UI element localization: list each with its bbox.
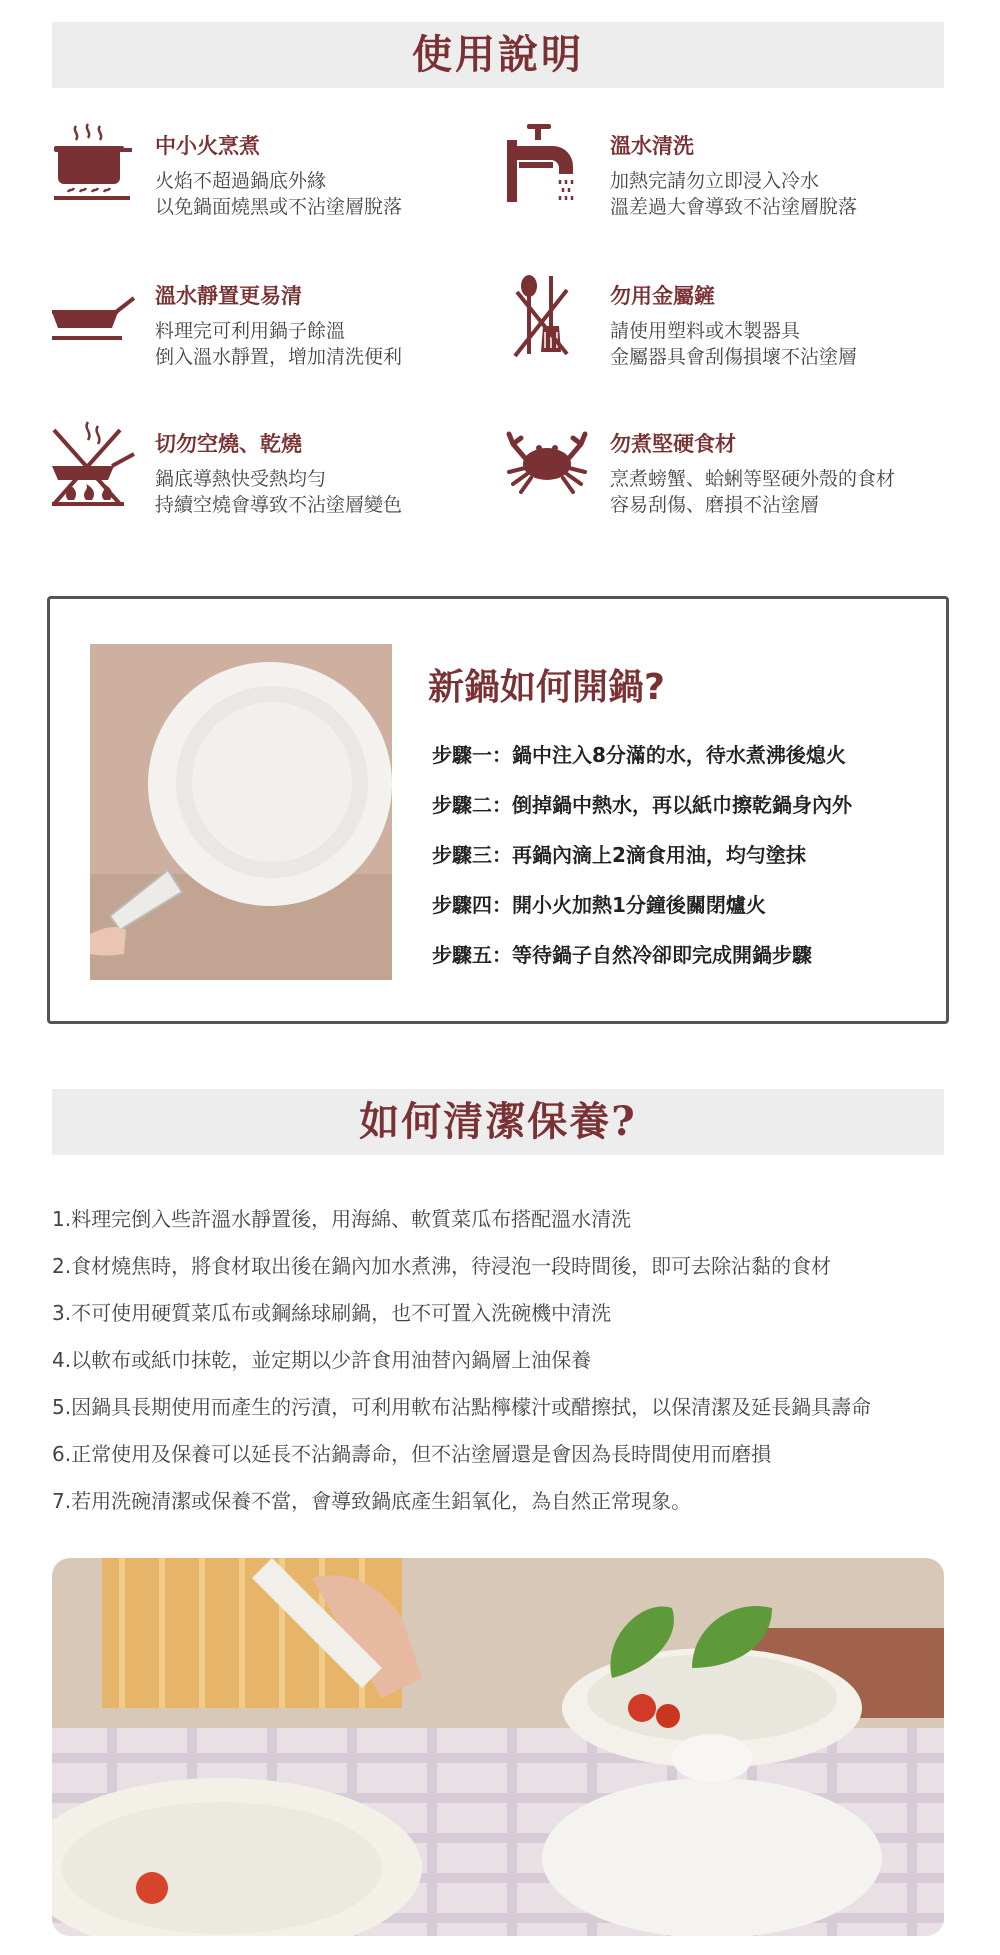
tip-title: 中小火烹煮 xyxy=(155,134,260,158)
seasoning-step: 步驟三：再鍋內滴上2滴食用油，均勻塗抹 xyxy=(432,843,806,867)
tip-line: 火焰不超過鍋底外緣 xyxy=(155,170,327,192)
white-pan-photo xyxy=(90,644,392,980)
tip-line: 倒入溫水靜置，增加清洗便利 xyxy=(155,346,403,368)
tip-low-heat xyxy=(50,122,490,232)
seasoning-step: 步驟一：鍋中注入8分滿的水，待水煮沸後熄火 xyxy=(432,743,846,767)
care-title: 如何清潔保養? xyxy=(359,1098,637,1145)
tip-soak xyxy=(50,272,490,382)
care-item: 3.不可使用硬質菜瓜布或鋼絲球刷鍋，也不可置入洗碗機中清洗 xyxy=(52,1301,612,1325)
care-item: 1.料理完倒入些許溫水靜置後，用海綿、軟質菜瓜布搭配溫水清洗 xyxy=(52,1207,632,1231)
frying-pan-icon xyxy=(50,272,136,362)
tip-title: 勿用金屬鏟 xyxy=(610,284,715,308)
tip-title: 勿煮堅硬食材 xyxy=(610,432,736,456)
tip-line: 以免鍋面燒黑或不沾塗層脫落 xyxy=(155,196,403,218)
tip-title: 切勿空燒、乾燒 xyxy=(155,432,302,456)
tip-line: 烹煮螃蟹、蛤蜊等堅硬外殼的食材 xyxy=(610,468,896,490)
usage-header-band xyxy=(52,22,944,88)
seasoning-box xyxy=(47,596,949,1024)
tip-line: 持續空燒會導致不沾塗層變色 xyxy=(155,494,403,516)
usage-title: 使用說明 xyxy=(412,31,584,78)
tip-line: 溫差過大會導致不沾塗層脫落 xyxy=(610,196,858,218)
seasoning-title: 新鍋如何開鍋? xyxy=(428,667,665,708)
care-header-band xyxy=(52,1089,944,1155)
faucet-icon xyxy=(505,122,591,212)
tip-no-hard-food xyxy=(505,420,945,530)
tip-line: 鍋底導熱快受熱均勻 xyxy=(155,468,327,490)
tip-title: 溫水清洗 xyxy=(610,134,694,158)
tip-line: 料理完可利用鍋子餘溫 xyxy=(155,320,346,342)
no-dry-heating-icon xyxy=(50,420,136,510)
crab-icon xyxy=(505,420,591,510)
tip-no-metal xyxy=(505,272,945,382)
seasoning-step: 步驟四：開小火加熱1分鐘後關閉爐火 xyxy=(432,893,766,917)
seasoning-step: 步驟二：倒掉鍋中熱水，再以紙巾擦乾鍋身內外 xyxy=(432,793,852,817)
tip-warm-wash xyxy=(505,122,945,232)
tip-line: 請使用塑料或木製器具 xyxy=(610,320,801,342)
care-item: 7.若用洗碗清潔或保養不當，會導致鍋底產生鋁氧化，為自然正常現象。 xyxy=(52,1489,692,1513)
tip-no-dry-heat xyxy=(50,420,490,530)
pot-on-stove-icon xyxy=(50,122,136,212)
care-item: 2.食材燒焦時，將食材取出後在鍋內加水煮沸，待浸泡一段時間後，即可去除沾黏的食材 xyxy=(52,1254,832,1278)
tip-line: 加熱完請勿立即浸入冷水 xyxy=(610,170,820,192)
kitchen-cookware-photo xyxy=(52,1558,944,1936)
care-item: 5.因鍋具長期使用而產生的污漬，可利用軟布沾點檸檬汁或醋擦拭，以保清潔及延長鍋具壽命 xyxy=(52,1395,872,1419)
no-metal-utensils-icon xyxy=(505,272,591,362)
tip-line: 容易刮傷、磨損不沾塗層 xyxy=(610,494,820,516)
tip-title: 溫水靜置更易清 xyxy=(155,284,302,308)
care-item: 6.正常使用及保養可以延長不沾鍋壽命，但不沾塗層還是會因為長時間使用而磨損 xyxy=(52,1442,772,1466)
tip-line: 金屬器具會刮傷損壞不沾塗層 xyxy=(610,346,858,368)
care-item: 4.以軟布或紙巾抹乾，並定期以少許食用油替內鍋層上油保養 xyxy=(52,1348,592,1372)
seasoning-step: 步驟五：等待鍋子自然冷卻即完成開鍋步驟 xyxy=(432,943,812,967)
